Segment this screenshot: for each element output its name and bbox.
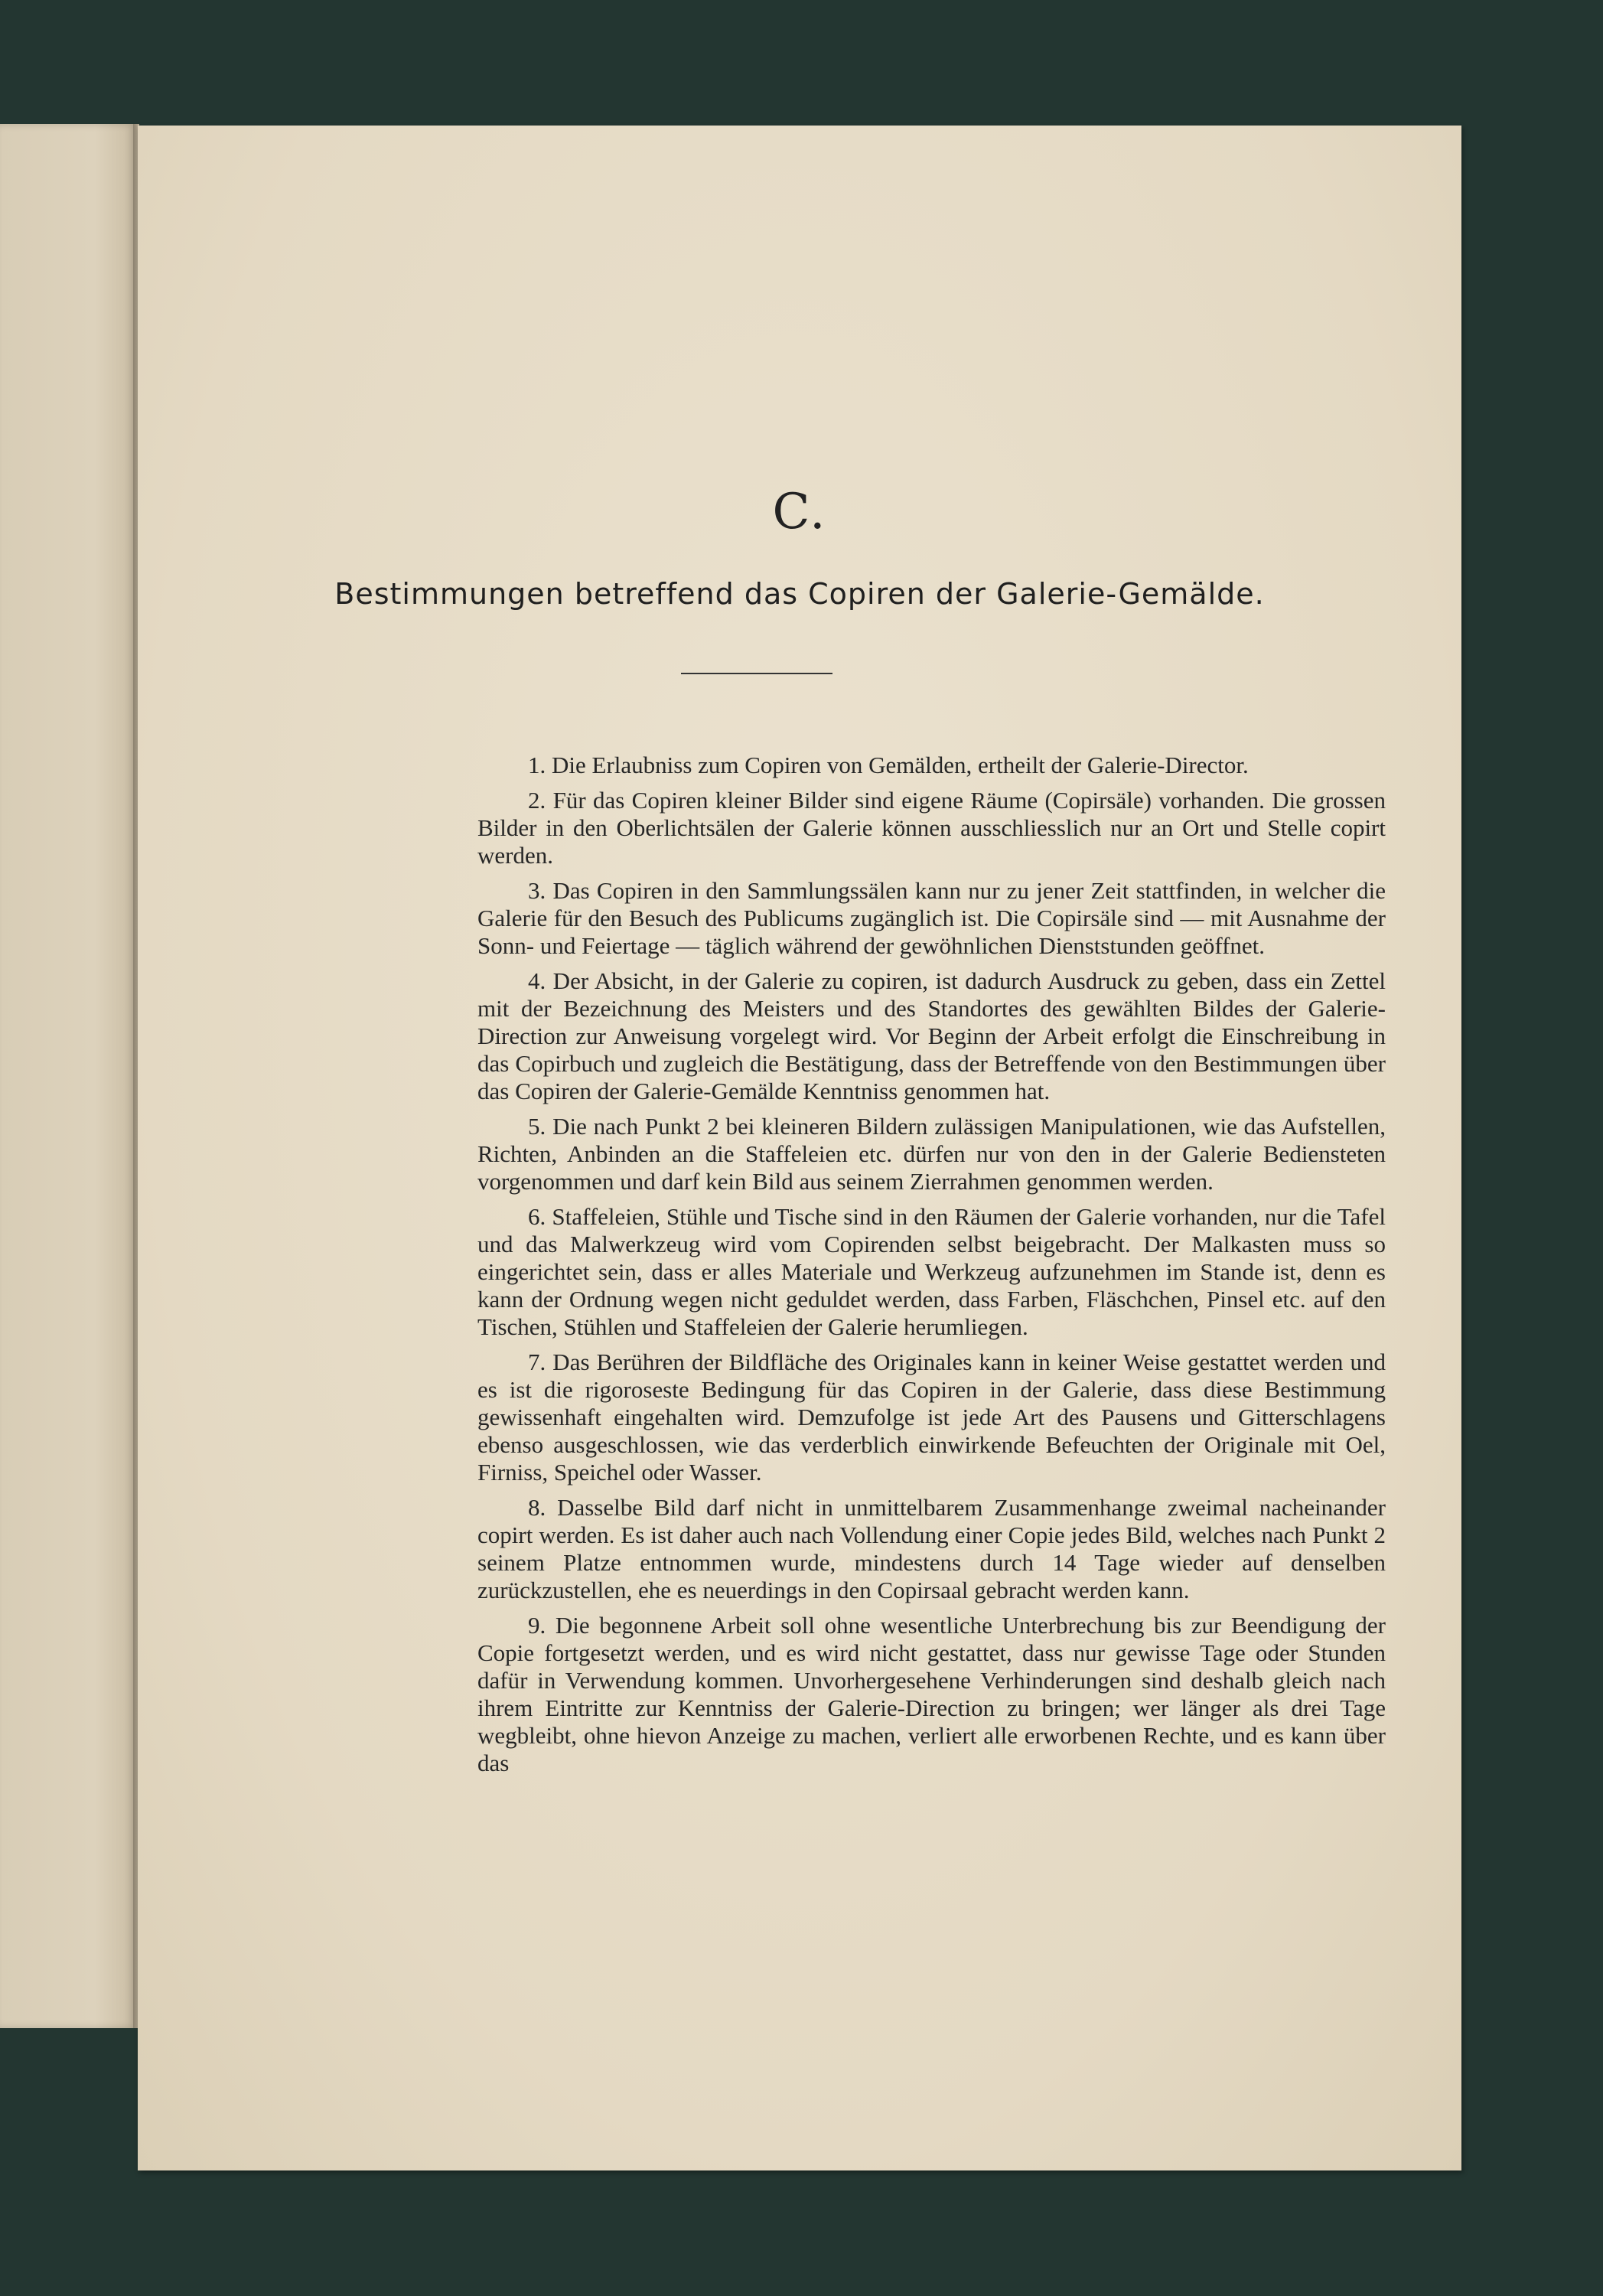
regulations-body xyxy=(477,752,1386,1785)
paragraph-4: 4. Der Absicht, in der Galerie zu copiren, ist dadurch Ausdruck zu geben, dass ein Zettel mit der Bezeichnung des Meisters und des Standortes des gewählten Bildes der Galerie-Direction zur Anweisung vorgelegt wird. Vor Beginn der Arbeit erfolgt die Einschreibung in das Copirbuch und zugleich die Bestätigung, dass der Betreffende von den Bestimmungen über das Copiren der Galerie-Gemälde Kenntniss genommen hat. xyxy=(477,967,1386,1104)
paragraph-1: 1. Die Erlaubniss zum Copiren von Gemälden, ertheilt der Galerie-Director. xyxy=(528,752,1249,778)
paragraph-9: 9. Die begonnene Arbeit soll ohne wesentliche Unterbrechung bis zur Beendigung der Copie fortgesetzt werden, und es wird nicht gestattet, dass nur gewisse Tage oder Stunden dafür in Verwendung kommen. Unvorhergesehene Verhinderungen sind deshalb gleich nach ihrem Eintritte zur Kenntniss der Galerie-Direction zu bringen; wer länger als drei Tage wegbleibt, ohne hievon Anzeige zu machen, verliert alle erworbenen Rechte, und es kann über das xyxy=(477,1612,1386,1776)
left-page-edge xyxy=(0,124,136,2028)
title-divider xyxy=(681,673,832,674)
paragraph-5: 5. Die nach Punkt 2 bei kleineren Bildern zulässigen Manipulationen, wie das Aufstellen, Richten, Anbinden an die Staffeleien etc. dürfen nur von den in der Galerie Bediensteten vorgenommen und darf kein Bild aus seinem Zierrahmen genommen werden. xyxy=(477,1113,1386,1195)
document-page xyxy=(138,126,1461,2170)
page-title: Bestimmungen betreffend das Copiren der Galerie-Gemälde. xyxy=(334,577,1265,611)
paragraph-3: 3. Das Copiren in den Sammlungssälen kann nur zu jener Zeit stattfinden, in welcher die Galerie für den Besuch des Publicums zugänglich ist. Die Copirsäle sind — mit Ausnahme der Sonn- und Feiertage — täglich während der gewöhnlichen Dienststunden geöffnet. xyxy=(477,877,1386,959)
paragraph-7: 7. Das Berühren der Bildfläche des Originales kann in keiner Weise gestattet werden und es ist die rigoroseste Bedingung für das Copiren in der Galerie, dass diese Bestimmung gewissenhaft eingehalten wird. Demzufolge ist jede Art des Pausens und Gitterschlagens ebenso ausgeschlossen, wie das verderblich einwirkende Befeuchten der Originale mit Oel, Firniss, Speichel oder Wasser. xyxy=(477,1349,1386,1486)
paragraph-8: 8. Dasselbe Bild darf nicht in unmittelbarem Zusammenhange zweimal nacheinander copirt werden. Es ist daher auch nach Vollendung einer Copie jedes Bild, welches nach Punkt 2 seinem Platze entnommen wurde, mindestens durch 14 Tage wieder auf denselben zurückzustellen, ehe es neuerdings in den Copirsaal gebracht werden kann. xyxy=(477,1494,1386,1603)
section-letter: C. xyxy=(772,484,827,540)
paragraph-6: 6. Staffeleien, Stühle und Tische sind in den Räumen der Galerie vorhanden, nur die Tafel und das Malwerkzeug wird vom Copirenden selbst beigebracht. Der Malkasten muss so eingerichtet sein, dass er alles Materiale und Werkzeug aufzunehmen im Stande ist, denn es kann der Ordnung wegen nicht geduldet werden, dass Farben, Fläschchen, Pinsel etc. auf den Tischen, Stühlen und Staffeleien der Galerie herumliegen. xyxy=(477,1203,1386,1340)
paragraph-2: 2. Für das Copiren kleiner Bilder sind eigene Räume (Copirsäle) vorhanden. Die grossen Bilder in den Oberlichtsälen der Galerie können ausschliesslich nur an Ort und Stelle copirt werden. xyxy=(477,787,1386,869)
